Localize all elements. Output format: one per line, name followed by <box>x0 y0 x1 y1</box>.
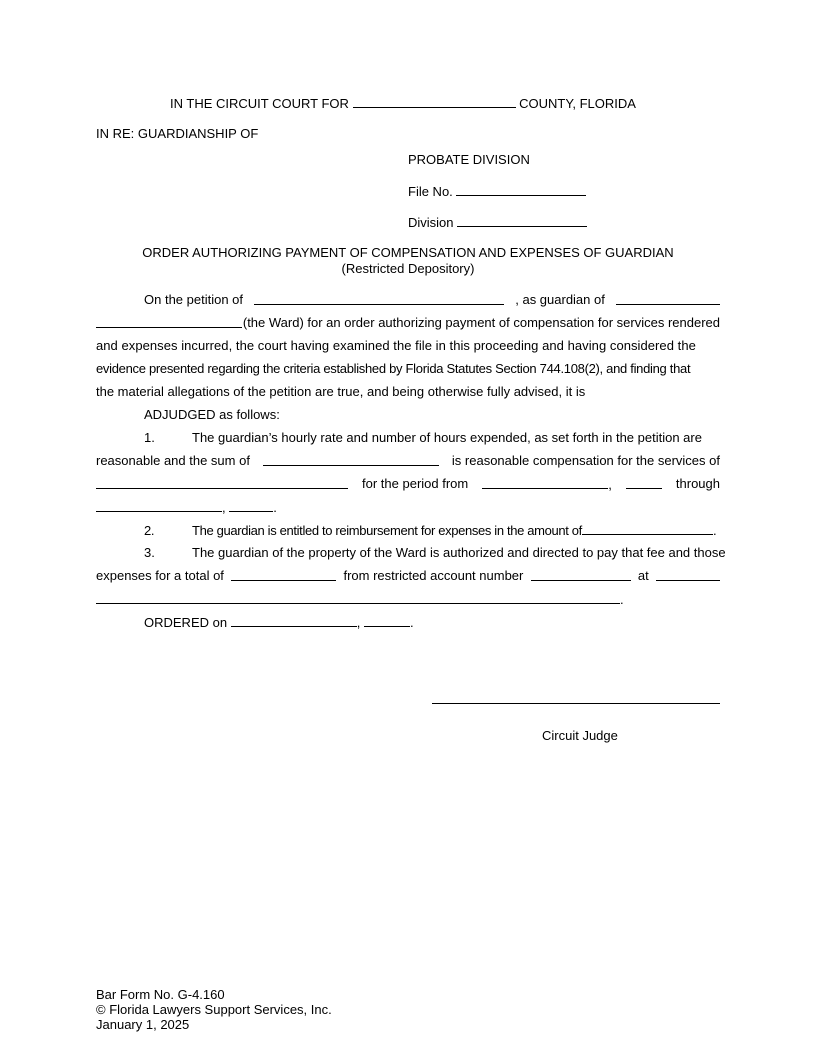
document-title: ORDER AUTHORIZING PAYMENT OF COMPENSATION AND EXPENSES OF GUARDIAN <box>142 245 674 260</box>
signature-line[interactable] <box>432 703 720 704</box>
intro-line-3: and expenses incurred, the court having examined the file in this proceeding and having considered the <box>96 338 696 353</box>
probate-division: PROBATE DIVISION <box>408 152 530 167</box>
item-1-text: The guardian’s hourly rate and number of hours expended, as set forth in the petition are <box>192 430 702 445</box>
ordered-date-field[interactable] <box>231 615 357 627</box>
depository-field-b[interactable] <box>96 592 620 604</box>
depository-field-a[interactable] <box>656 569 720 581</box>
intro-line-2-text: (the Ward) for an order authorizing payment of compensation for services rendered <box>242 315 720 330</box>
footer-copyright: © Florida Lawyers Support Services, Inc. <box>96 1002 332 1017</box>
court-caption <box>170 96 636 112</box>
period-through-label: through <box>675 476 720 491</box>
signature-title: Circuit Judge <box>542 728 618 743</box>
item-1-sum-label: reasonable and the sum of <box>96 453 250 468</box>
period-through-date-field[interactable] <box>96 500 222 512</box>
ordered-line: ORDERED on , . <box>144 615 414 630</box>
item-3-text: The guardian of the property of the Ward is authorized and directed to pay that fee and those <box>192 545 726 560</box>
at-label: at <box>637 568 649 583</box>
period-through-year-field[interactable] <box>229 500 273 512</box>
period-from-date-field[interactable] <box>482 477 608 489</box>
item-3-line-3: . <box>96 592 624 608</box>
item-3-line-1 <box>96 545 726 561</box>
division-row <box>408 215 587 231</box>
division-field[interactable] <box>457 215 587 227</box>
item-2-line: 2. The guardian is entitled to reimbursement for expenses in the amount of . <box>144 523 717 538</box>
account-number-field[interactable] <box>531 569 631 581</box>
services-of-field[interactable] <box>96 477 348 489</box>
item-3-number: 3. <box>144 545 155 560</box>
expenses-amount-field[interactable] <box>582 523 713 535</box>
intro-guardian-of: , as guardian of <box>515 292 605 307</box>
petitioner-field[interactable] <box>254 293 504 305</box>
document-subtitle: (Restricted Depository) <box>341 261 475 276</box>
court-prefix: IN THE CIRCUIT COURT FOR <box>170 96 349 111</box>
item-1-reasonable-text: is reasonable compensation for the services of <box>451 453 720 468</box>
ordered-year-field[interactable] <box>364 615 410 627</box>
period-from-label: for the period from <box>362 476 469 491</box>
footer-form-no: Bar Form No. G-4.160 <box>96 987 225 1002</box>
item-2-number: 2. <box>144 523 155 538</box>
item-3-line-2 <box>96 569 720 584</box>
period-from-year-field[interactable] <box>626 477 662 489</box>
intro-line-4: evidence presented regarding the criteria established by Florida Statutes Section 744.108(2), and finding that <box>96 361 691 376</box>
ward-name-field-a[interactable] <box>616 293 720 305</box>
file-no-row <box>408 184 586 200</box>
item-1-line-1 <box>96 431 720 446</box>
total-amount-field[interactable] <box>231 569 336 581</box>
file-no-label: File No. <box>408 184 453 199</box>
intro-line-2 <box>96 316 720 331</box>
item-1-number: 1. <box>144 430 155 445</box>
compensation-sum-field[interactable] <box>263 454 439 466</box>
ward-name-field-b[interactable] <box>96 316 242 328</box>
file-no-field[interactable] <box>456 184 586 196</box>
account-number-label: from restricted account number <box>343 568 524 583</box>
footer-date: January 1, 2025 <box>96 1017 190 1032</box>
item-1-line-2 <box>96 454 720 469</box>
court-suffix: COUNTY, FLORIDA <box>519 96 636 111</box>
division-label: Division <box>408 215 454 230</box>
item-1-line-4: , . <box>96 500 277 516</box>
item-2-text: The guardian is entitled to reimbursement for expenses in the amount of <box>192 523 582 538</box>
intro-line-5: the material allegations of the petition are true, and being otherwise fully advised, it is <box>96 384 586 399</box>
intro-line-1 <box>96 293 720 308</box>
in-re-line: IN RE: GUARDIANSHIP OF <box>96 126 259 141</box>
item-1-line-3: for the period from , through <box>96 477 720 493</box>
county-field[interactable] <box>353 96 516 108</box>
total-label: expenses for a total of <box>96 568 224 583</box>
adjudged-heading: ADJUDGED as follows: <box>144 407 280 422</box>
intro-petition-label: On the petition of <box>144 292 244 307</box>
ordered-label: ORDERED on <box>144 615 228 630</box>
